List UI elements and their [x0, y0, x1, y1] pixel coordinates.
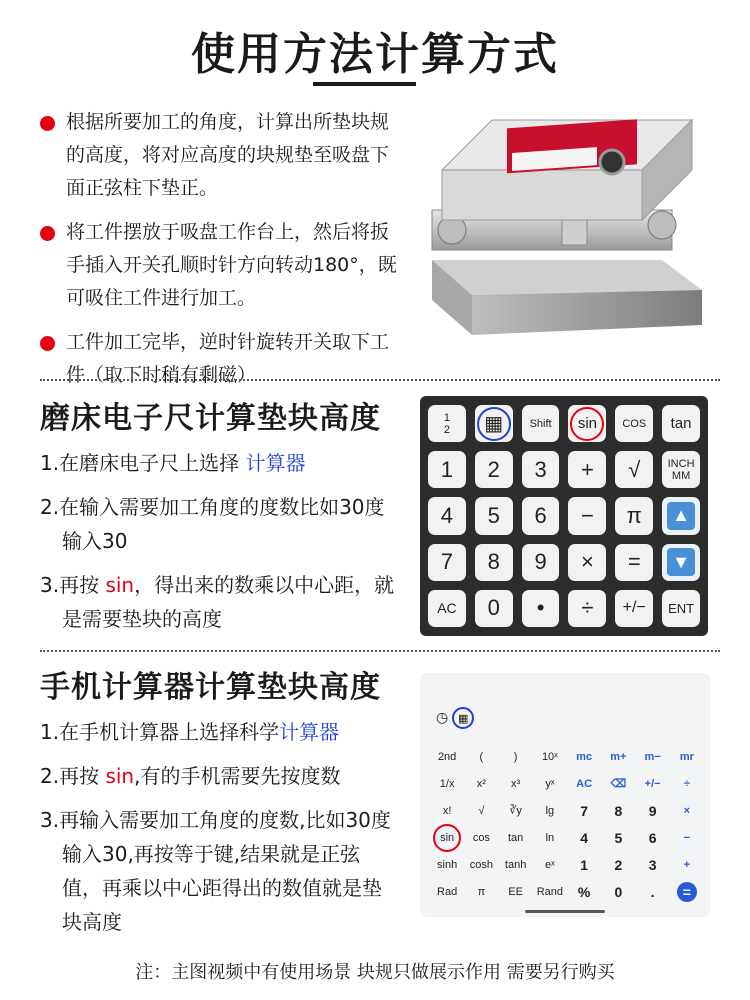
phone-key[interactable]	[464, 797, 498, 824]
phone-key-label: π	[477, 885, 486, 898]
phone-key-label: −	[683, 831, 691, 844]
phone-key-label: ÷	[683, 777, 690, 790]
phone-key[interactable]	[567, 851, 601, 878]
key-8[interactable]: 8	[475, 544, 513, 581]
phone-key[interactable]	[499, 878, 533, 905]
key-7[interactable]: 7	[428, 544, 466, 581]
phone-key[interactable]	[533, 797, 567, 824]
key-3[interactable]: 3	[522, 451, 560, 488]
phone-key[interactable]	[430, 770, 464, 797]
phone-key[interactable]	[464, 878, 498, 905]
step-item: 1.在磨床电子尺上选择 计算器	[40, 451, 306, 475]
phone-key-label: 8	[614, 802, 623, 819]
phone-key-label: 6	[648, 829, 657, 846]
phone-key[interactable]	[670, 743, 704, 770]
phone-key-label: ×	[683, 804, 691, 817]
sine-magnetic-chuck-image	[412, 110, 712, 360]
phone-key-label: 1	[580, 856, 589, 873]
phone-key[interactable]	[533, 851, 567, 878]
phone-key-label: %	[577, 883, 591, 900]
intro-bullets	[40, 106, 400, 403]
phone-key-label: yˣ	[545, 777, 555, 790]
step-item: 3.再输入需要加工角度的度数,比如30度输入30,再按等于键,结果就是正弦值，再乘以中心距得出的数值就是垫块高度	[40, 808, 391, 934]
phone-key-label: tan	[507, 831, 524, 844]
key-1[interactable]: 1	[428, 451, 466, 488]
phone-toolbar	[436, 707, 474, 729]
phone-key[interactable]	[464, 851, 498, 878]
key-half[interactable]: 1 2	[428, 405, 466, 442]
phone-key[interactable]	[601, 743, 635, 770]
red-highlight-circle	[433, 824, 461, 852]
divider	[40, 379, 720, 381]
key-down[interactable]	[662, 544, 700, 581]
key-inch-mm[interactable]: INCH MM	[662, 451, 700, 488]
phone-keypad	[430, 743, 704, 905]
phone-key[interactable]	[533, 878, 567, 905]
page-title: 使用方法计算方式	[191, 29, 559, 80]
key-dot[interactable]: •	[522, 590, 560, 627]
key-tan[interactable]: tan	[662, 405, 700, 442]
red-highlight-circle	[570, 407, 604, 441]
key-ac[interactable]: AC	[428, 590, 466, 627]
phone-key[interactable]	[464, 743, 498, 770]
phone-key-label: EE	[508, 885, 523, 898]
phone-key[interactable]	[636, 851, 670, 878]
key-6[interactable]: 6	[522, 497, 560, 534]
phone-key[interactable]	[499, 851, 533, 878]
phone-key[interactable]	[601, 878, 635, 905]
phone-key-label: 1/x	[439, 777, 455, 790]
phone-key-label: Rand	[536, 885, 564, 898]
phone-key-label: +/−	[644, 777, 661, 790]
home-indicator	[525, 910, 605, 913]
phone-key-label: 4	[580, 829, 589, 846]
step-item: 2.再按 sin,有的手机需要先按度数	[40, 764, 341, 788]
key-divide[interactable]: ÷	[568, 590, 606, 627]
phone-key[interactable]	[567, 743, 601, 770]
ruler-calculator-keypad	[420, 396, 708, 636]
phone-key[interactable]	[533, 824, 567, 851]
phone-key[interactable]	[636, 878, 670, 905]
key-shift[interactable]: Shift	[522, 405, 560, 442]
phone-key-label: sinh	[437, 858, 458, 871]
phone-key-label: m+	[610, 750, 627, 763]
phone-key[interactable]	[533, 743, 567, 770]
phone-key-label: √	[478, 804, 485, 817]
key-9[interactable]: 9	[522, 544, 560, 581]
phone-key-label: ln	[545, 831, 555, 844]
phone-key[interactable]	[636, 824, 670, 851]
key-pi[interactable]: π	[615, 497, 653, 534]
phone-key[interactable]	[601, 797, 635, 824]
calculator-mode-icon[interactable]: ▦	[452, 707, 474, 729]
phone-key[interactable]	[499, 770, 533, 797]
title-underline	[313, 82, 416, 86]
phone-key-label: x!	[442, 804, 452, 817]
step-item: 2.在输入需要加工角度的度数比如30度输入30	[40, 495, 385, 553]
phone-key-equals[interactable]	[670, 878, 704, 905]
phone-key-label: 10ˣ	[541, 750, 558, 763]
divider	[40, 650, 720, 652]
phone-key-label: cosh	[469, 858, 493, 871]
phone-key[interactable]	[464, 824, 498, 851]
phone-key[interactable]	[499, 743, 533, 770]
section-heading-ruler: 磨床电子尺计算垫块高度	[40, 401, 381, 436]
phone-key-label: ⌫	[610, 778, 627, 790]
phone-key-sin[interactable]	[430, 824, 464, 851]
phone-key-label: 2	[614, 856, 623, 873]
phone-key[interactable]	[636, 770, 670, 797]
key-sin[interactable]: sin	[568, 405, 606, 442]
phone-key[interactable]	[567, 797, 601, 824]
step-item: 1.在手机计算器上选择科学计算器	[40, 720, 340, 744]
phone-key-label: x³	[511, 777, 521, 790]
phone-key[interactable]	[601, 851, 635, 878]
red-dot-icon	[40, 116, 55, 131]
phone-key-label: tanh	[504, 858, 527, 871]
arrow-down-icon: ▼	[667, 548, 695, 576]
phone-key-label: 5	[614, 829, 623, 846]
phone-key-label: mr	[679, 750, 694, 763]
key-equals[interactable]: =	[615, 544, 653, 581]
history-icon[interactable]: ◷	[436, 710, 449, 726]
phone-key[interactable]	[499, 824, 533, 851]
phone-key-label: cos	[472, 831, 490, 844]
phone-key-label: ∛y	[509, 805, 522, 817]
red-dot-icon	[40, 336, 55, 351]
phone-key[interactable]	[430, 797, 464, 824]
phone-key-label: m−	[644, 750, 661, 763]
key-sqrt[interactable]: √	[615, 451, 653, 488]
phone-key-label: )	[513, 750, 518, 763]
phone-steps	[40, 715, 400, 949]
phone-key-label: AC	[576, 777, 593, 790]
key-cos[interactable]: COS	[615, 405, 653, 442]
key-plus-minus[interactable]: +/−	[615, 590, 653, 627]
phone-key[interactable]	[670, 851, 704, 878]
key-5[interactable]: 5	[475, 497, 513, 534]
phone-key[interactable]	[670, 824, 704, 851]
phone-key-label: 0	[614, 883, 623, 900]
phone-key-label: x²	[476, 777, 486, 790]
phone-key-label: eˣ	[545, 858, 555, 871]
phone-key-label: 7	[580, 802, 589, 819]
ruler-steps	[40, 446, 400, 646]
phone-key[interactable]	[464, 770, 498, 797]
key-0[interactable]: 0	[475, 590, 513, 627]
phone-key-label: .	[650, 883, 655, 900]
key-up[interactable]	[662, 497, 700, 534]
key-plus[interactable]: +	[568, 451, 606, 488]
phone-key[interactable]	[499, 797, 533, 824]
key-multiply[interactable]: ×	[568, 544, 606, 581]
red-dot-icon	[40, 226, 55, 241]
calculator-icon: ▦	[484, 413, 504, 436]
key-calculator[interactable]	[475, 405, 513, 442]
phone-key[interactable]	[430, 743, 464, 770]
key-minus[interactable]: −	[568, 497, 606, 534]
section-heading-phone: 手机计算器计算垫块高度	[40, 670, 381, 705]
phone-key-label: 2nd	[437, 750, 457, 763]
phone-key-label: Rad	[437, 885, 458, 898]
phone-key-label: sin	[440, 831, 455, 844]
phone-key[interactable]	[567, 770, 601, 797]
key-ent[interactable]: ENT	[662, 590, 700, 627]
phone-key-label: mc	[576, 750, 593, 763]
phone-key[interactable]	[430, 851, 464, 878]
phone-key[interactable]	[533, 770, 567, 797]
phone-key[interactable]	[430, 878, 464, 905]
phone-key[interactable]	[670, 797, 704, 824]
step-item: 3.再按 sin，得出来的数乘以中心距，就是需要垫块的高度	[40, 573, 395, 631]
phone-key[interactable]	[601, 770, 635, 797]
phone-key-label: (	[479, 750, 484, 763]
phone-key[interactable]	[567, 878, 601, 905]
footer-note: 注：主图视频中有使用场景 块规只做展示作用 需要另行购买	[135, 962, 615, 983]
phone-key[interactable]	[636, 797, 670, 824]
phone-key[interactable]	[567, 824, 601, 851]
blue-highlight-circle	[477, 407, 511, 441]
phone-key-label: =	[677, 882, 697, 902]
key-2[interactable]: 2	[475, 451, 513, 488]
intro-bullet: 将工件摆放于吸盘工作台上，然后将扳手插入开关孔顺时针方向转动180°，既可吸住工件进行加工。	[40, 216, 400, 315]
phone-key[interactable]	[601, 824, 635, 851]
phone-key-label: +	[683, 858, 691, 871]
phone-key[interactable]	[636, 743, 670, 770]
phone-key[interactable]	[670, 770, 704, 797]
phone-key-label: 3	[648, 856, 657, 873]
key-4[interactable]: 4	[428, 497, 466, 534]
phone-calculator	[420, 673, 710, 917]
phone-key-label: lg	[545, 804, 555, 817]
phone-key-label: 9	[648, 802, 657, 819]
arrow-up-icon: ▲	[667, 502, 695, 530]
intro-bullet: 工件加工完毕，逆时针旋转开关取下工件（取下时稍有剩磁）	[40, 326, 400, 392]
intro-bullet: 根据所要加工的角度，计算出所垫块规的高度，将对应高度的块规垫至吸盘下面正弦柱下垫正。	[40, 106, 400, 205]
